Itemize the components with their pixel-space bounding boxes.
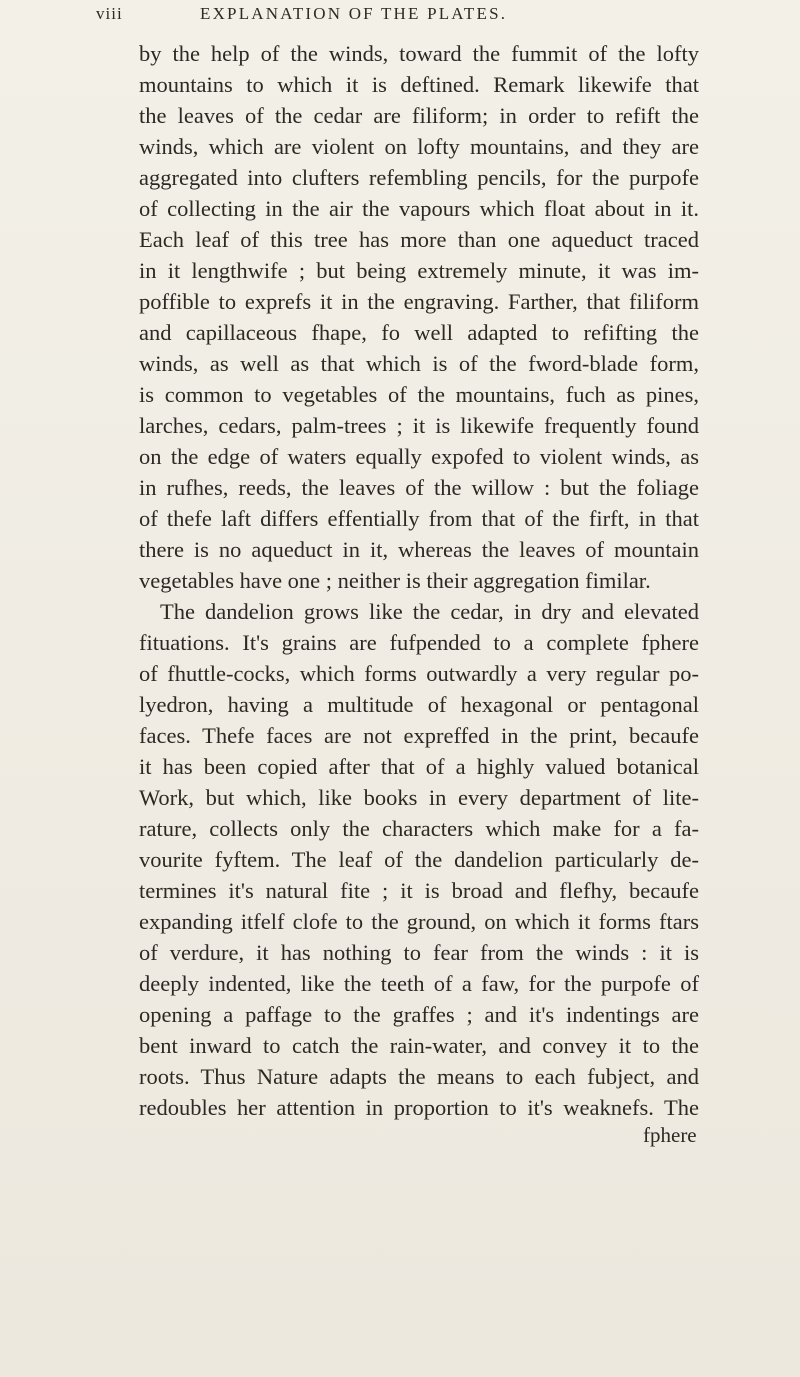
text-line: opening a paffage to the graffes ; and it's indentings are [139,1002,699,1027]
text-line: Work, but which, like books in every department of lite- [139,785,699,810]
text-line: in it lengthwife ; but being extremely minute, it was im- [139,258,699,283]
text-line: and capillaceous fhape, fo well adapted to refifting the [139,320,699,345]
text-line: winds, which are violent on lofty mountains, and they are [139,134,699,159]
text-line: redoubles her attention in proportion to it's weaknefs. The [139,1095,699,1120]
text-line: aggregated into clufters refembling pencils, for the purpofe [139,165,699,190]
text-line: faces. Thefe faces are not expreffed in the print, becaufe [139,723,699,748]
text-line: of collecting in the air the vapours which float about in it. [139,196,699,221]
text-line: of verdure, it has nothing to fear from the winds : it is [139,940,699,965]
text-line: in rufhes, reeds, the leaves of the willow : but the foliage [139,475,699,500]
text-line: roots. Thus Nature adapts the means to each fubject, and [139,1064,699,1089]
text-line: vegetables have one ; neither is their aggregation fimilar. [139,568,651,593]
text-line: it has been copied after that of a highly valued botanical [139,754,699,779]
text-line: of fhuttle-cocks, which forms outwardly a very regular po- [139,661,699,686]
text-line: rature, collects only the characters which make for a fa- [139,816,699,841]
text-line: deeply indented, like the teeth of a faw, for the purpofe of [139,971,699,996]
text-line: fituations. It's grains are fufpended to a complete fphere [139,630,699,655]
text-line: mountains to which it is deftined. Remark likewife that [139,72,699,97]
text-line: larches, cedars, palm-trees ; it is likewife frequently found [139,413,699,438]
running-head [96,4,736,32]
catchword: fphere [643,1123,697,1147]
text-line: expanding itfelf clofe to the ground, on which it forms ftars [139,909,699,934]
paragraph-start-line: The dandelion grows like the cedar, in dry and elevated [160,599,699,624]
text-line: of thefe laft differs effentially from that of the firft, in that [139,506,699,531]
text-line: lyedron, having a multitude of hexagonal or pentagonal [139,692,699,717]
text-line: by the help of the winds, toward the fummit of the lofty [139,41,699,66]
text-line: termines it's natural fite ; it is broad and flefhy, becaufe [139,878,699,903]
text-line: the leaves of the cedar are filiform; in order to refift the [139,103,699,128]
text-line: Each leaf of this tree has more than one aqueduct traced [139,227,699,252]
text-line: on the edge of waters equally expofed to violent winds, as [139,444,699,469]
text-line: bent inward to catch the rain-water, and convey it to the [139,1033,699,1058]
text-line: vourite fyftem. The leaf of the dandelion particularly de- [139,847,699,872]
text-line: is common to vegetables of the mountains, fuch as pines, [139,382,699,407]
running-title: EXPLANATION OF THE PLATES. [200,4,508,23]
page-number: viii [96,4,123,23]
text-line: poffible to exprefs it in the engraving. Farther, that filiform [139,289,699,314]
text-line: there is no aqueduct in it, whereas the leaves of mountain [139,537,699,562]
text-line: winds, as well as that which is of the fword-blade form, [139,351,699,376]
